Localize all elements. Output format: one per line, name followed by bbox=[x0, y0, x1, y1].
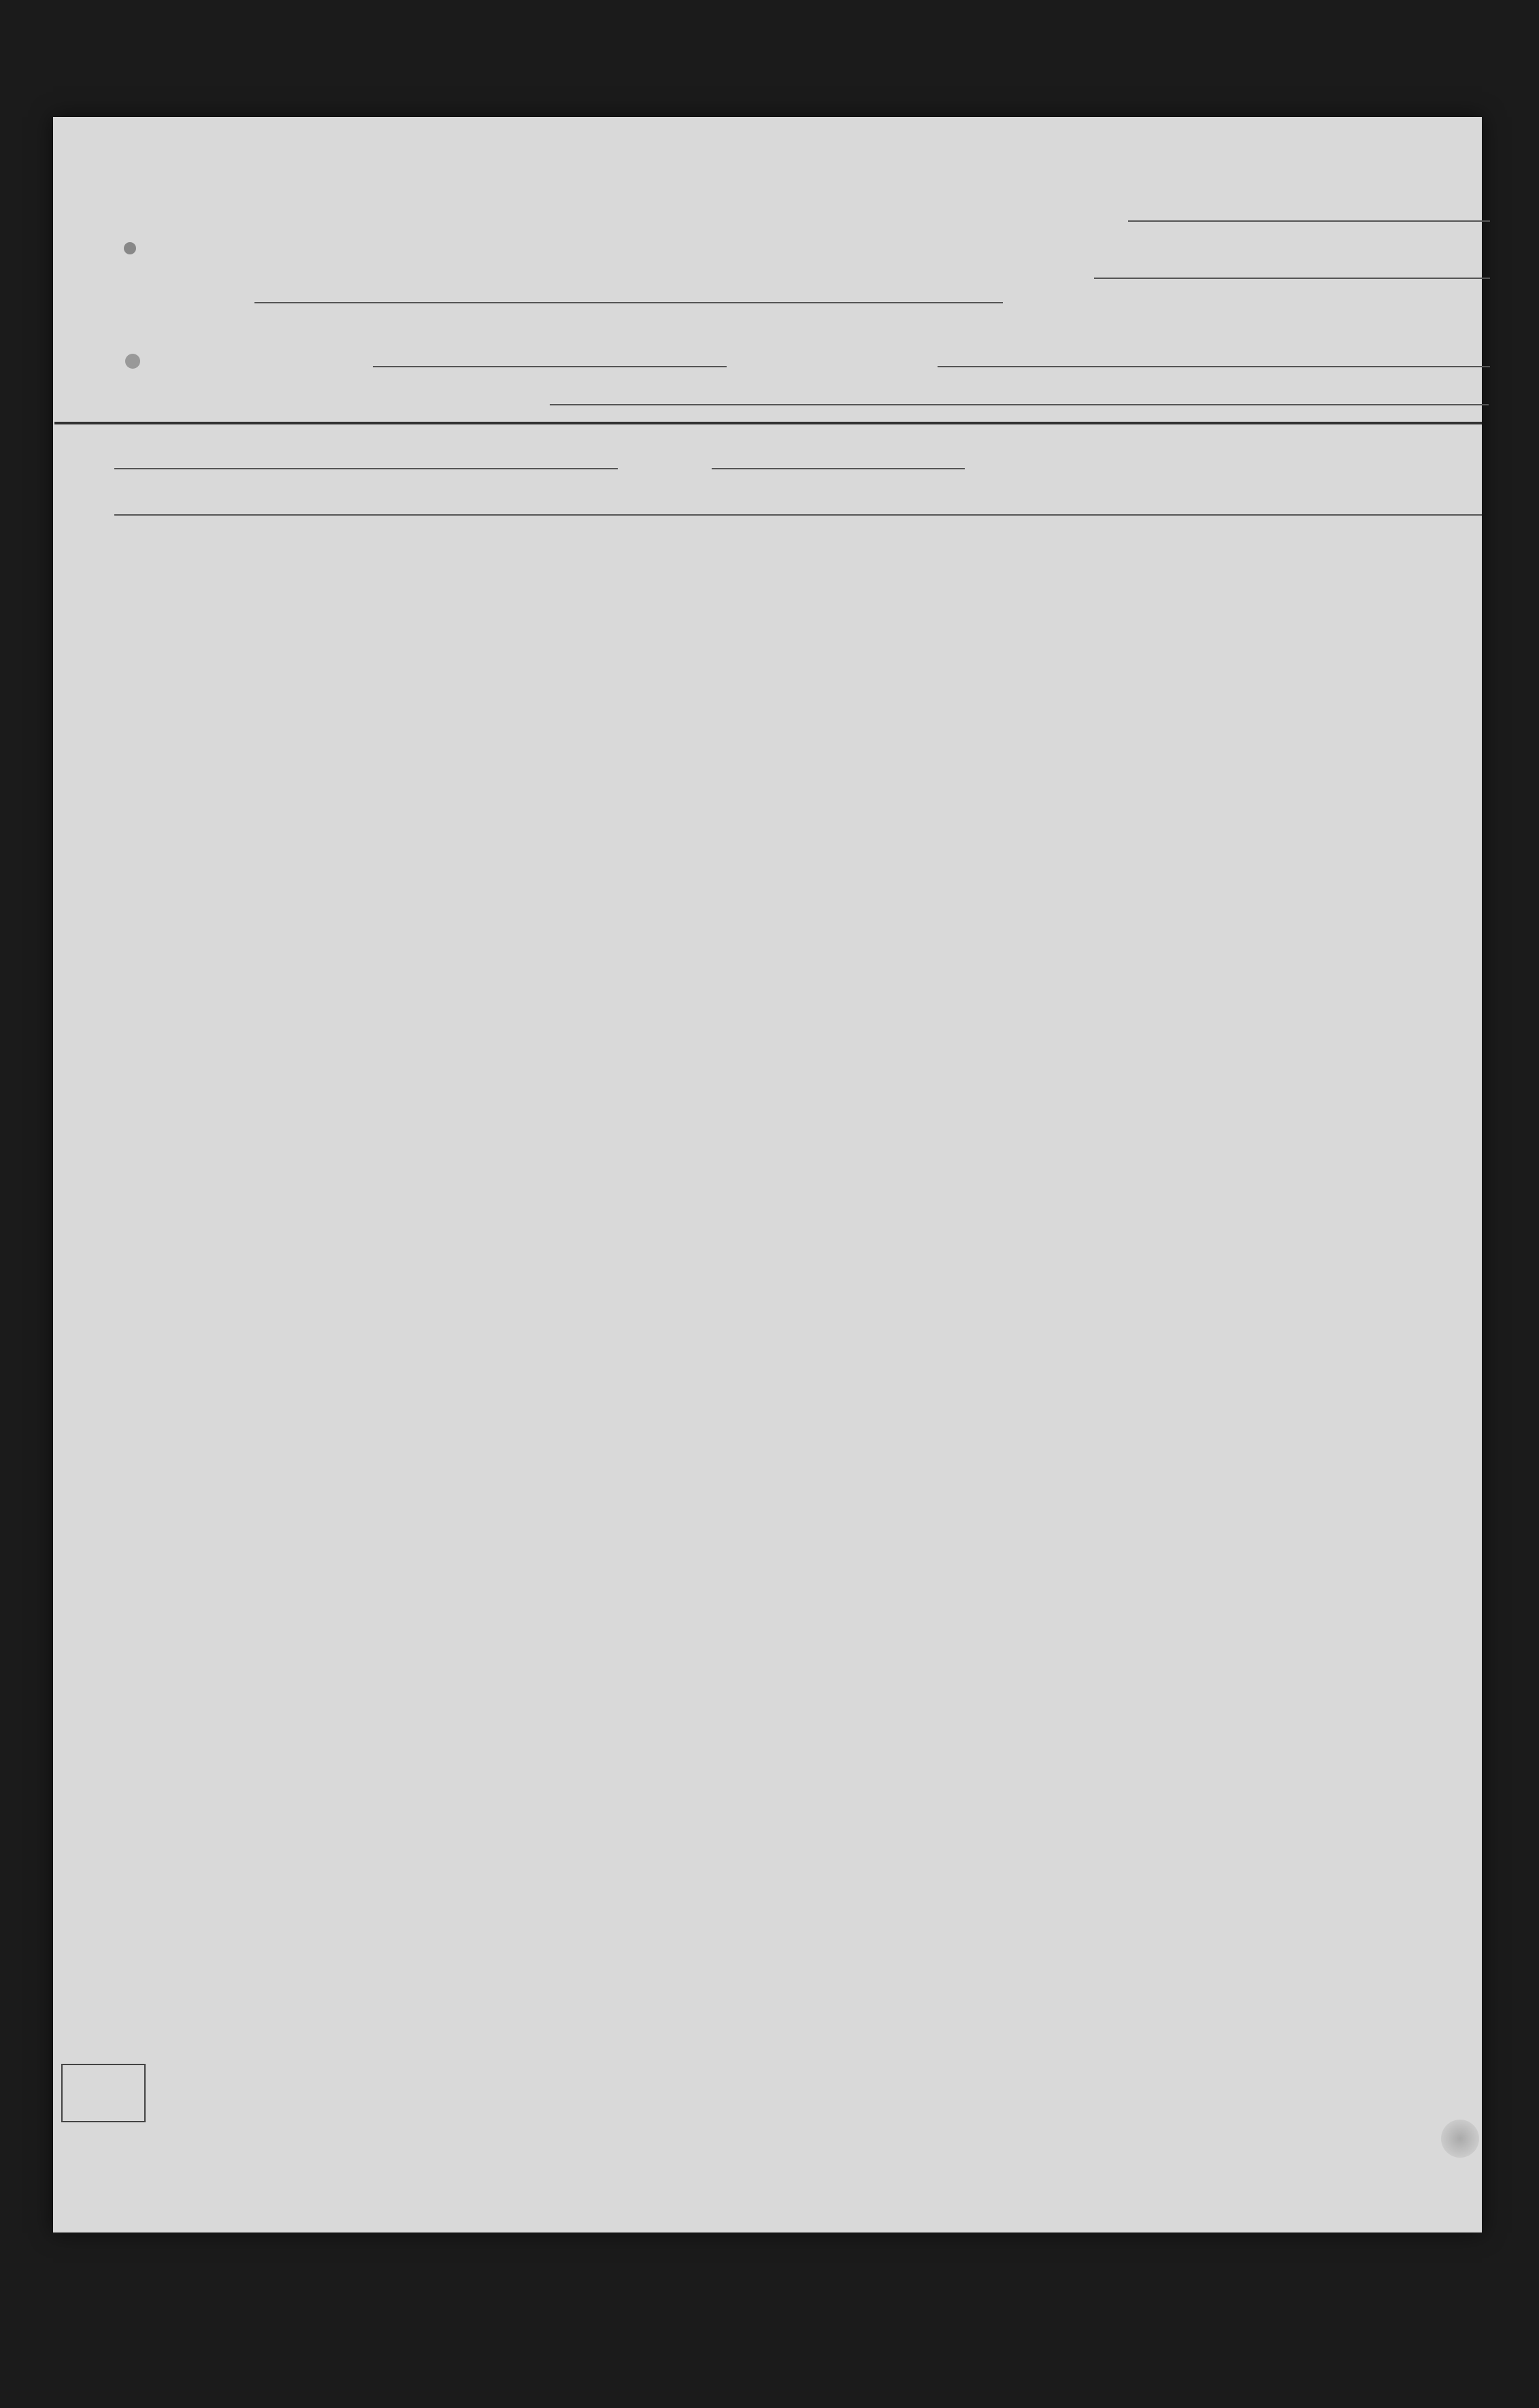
col3-subrule bbox=[712, 468, 965, 469]
header-bottom-rule bbox=[114, 514, 1482, 516]
table-top-rule bbox=[54, 422, 1482, 424]
col1-subrule bbox=[114, 468, 618, 469]
total-box bbox=[61, 2064, 146, 2122]
document-page bbox=[53, 117, 1482, 2233]
crew-table bbox=[53, 117, 1482, 2233]
punch-hole-3 bbox=[1441, 2120, 1479, 2158]
